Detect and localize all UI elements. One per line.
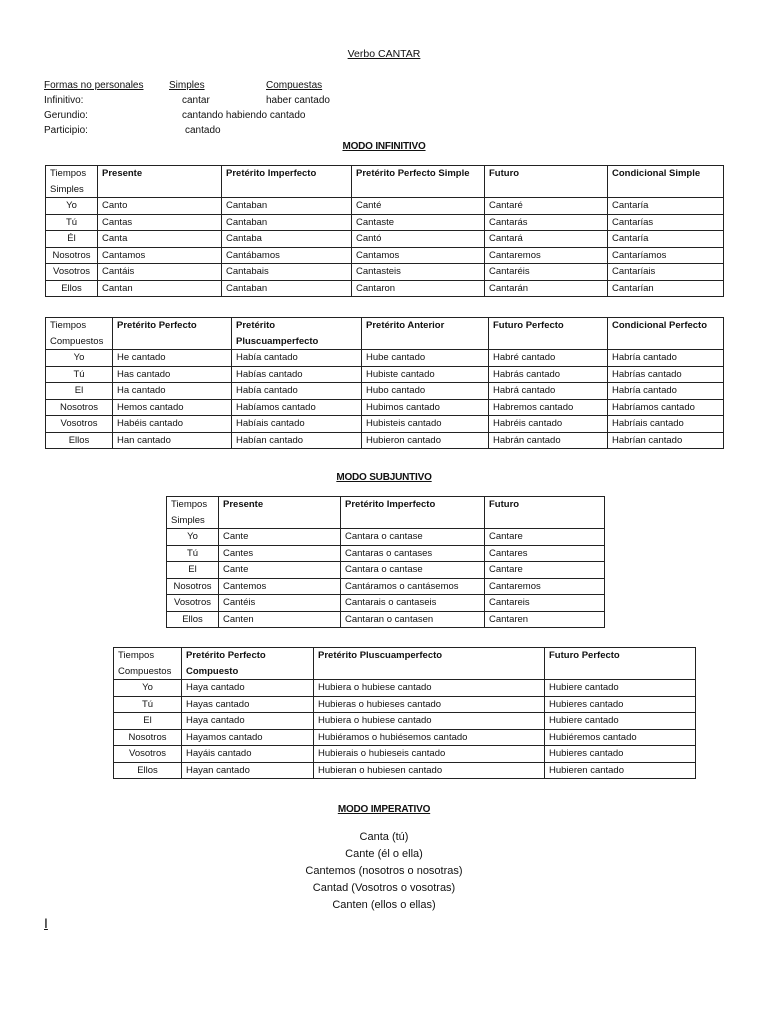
table-cell: Cantare xyxy=(485,562,605,579)
table-row xyxy=(167,529,605,546)
table-cell: Habrán cantado xyxy=(489,432,608,449)
formas-header-compuestas: Compuestas xyxy=(266,80,323,91)
table-cell: Cantó xyxy=(352,231,485,248)
column-header: Tiempos Simples xyxy=(46,166,98,198)
table-cell: Yo xyxy=(46,198,98,215)
table-cell: Cantabais xyxy=(222,264,352,281)
table-cell: Hubieres cantado xyxy=(545,746,696,763)
table-cell: Tú xyxy=(114,696,182,713)
table-cell: Había cantado xyxy=(232,350,362,367)
table-cell: Cantasteis xyxy=(352,264,485,281)
table-cell: Hemos cantado xyxy=(113,399,232,416)
table-cell: Habías cantado xyxy=(232,366,362,383)
table-cell: Cantaremos xyxy=(485,578,605,595)
table-cell: Cantaran o cantasen xyxy=(341,611,485,628)
table-row xyxy=(46,231,724,248)
table-cell: Vosotros xyxy=(114,746,182,763)
table-cell: Hubiéramos o hubiésemos cantado xyxy=(314,729,545,746)
table-cell: Hubiste cantado xyxy=(362,366,489,383)
table-cell: Hubiere cantado xyxy=(545,680,696,697)
formas-infinitivo-simple: cantar xyxy=(182,95,210,106)
table-cell: Nosotros xyxy=(46,399,113,416)
table-cell: Hayáis cantado xyxy=(182,746,314,763)
table-cell: Cantaría xyxy=(608,231,724,248)
column-header: Presente xyxy=(219,497,341,529)
page-title: Verbo CANTAR xyxy=(347,48,421,60)
table-header-row xyxy=(167,497,605,529)
column-header: Pretérito Imperfecto xyxy=(222,166,352,198)
table-cell: Cantamos xyxy=(98,247,222,264)
table-row xyxy=(46,280,724,297)
table-cell: Cantarías xyxy=(608,214,724,231)
table-cell: Cantareis xyxy=(485,595,605,612)
table-subjuntivo-compuestos xyxy=(113,647,696,779)
table-cell: Cantas xyxy=(98,214,222,231)
imperativo-line: Canta (tú) xyxy=(359,831,409,843)
column-header: Condicional Perfecto xyxy=(608,318,724,350)
column-header: Futuro xyxy=(485,166,608,198)
table-cell: Habrá cantado xyxy=(489,383,608,400)
column-header: Pretérito Perfecto xyxy=(113,318,232,350)
table-row xyxy=(46,383,724,400)
table-cell: Hubieren cantado xyxy=(545,762,696,779)
table-cell: Cantan xyxy=(98,280,222,297)
table-cell: Cantara o cantase xyxy=(341,529,485,546)
column-header: Futuro Perfecto xyxy=(545,648,696,680)
text-cursor-mark: I xyxy=(44,915,48,931)
table-cell: Él xyxy=(46,231,98,248)
formas-gerundio-simple: cantando habiendo cantado xyxy=(182,110,306,121)
table-cell: Ha cantado xyxy=(113,383,232,400)
table-cell: Han cantado xyxy=(113,432,232,449)
table-cell: Ellos xyxy=(167,611,219,628)
table-cell: Canté xyxy=(352,198,485,215)
table-row xyxy=(46,264,724,281)
table-row xyxy=(167,595,605,612)
table-cell: Vosotros xyxy=(46,264,98,281)
table-cell: Cantarais o cantaseis xyxy=(341,595,485,612)
table-cell: Cante xyxy=(219,562,341,579)
table-cell: Tú xyxy=(46,214,98,231)
table-row xyxy=(114,762,696,779)
imperativo-line: Cantemos (nosotros o nosotras) xyxy=(305,865,463,877)
table-cell: Cantarían xyxy=(608,280,724,297)
table-cell: Canten xyxy=(219,611,341,628)
table-cell: Yo xyxy=(46,350,113,367)
table-cell: Hubiera o hubiese cantado xyxy=(314,680,545,697)
table-cell: Cantaré xyxy=(485,198,608,215)
table-cell: Habían cantado xyxy=(232,432,362,449)
column-header: Pretérito Perfecto Compuesto xyxy=(182,648,314,680)
table-indicativo-simples xyxy=(45,165,724,297)
table-cell: Hubiéremos cantado xyxy=(545,729,696,746)
table-cell: Cantáramos o cantásemos xyxy=(341,578,485,595)
table-cell: Has cantado xyxy=(113,366,232,383)
formas-participio-simple: cantado xyxy=(185,125,221,136)
table-row xyxy=(167,611,605,628)
table-header-row xyxy=(46,166,724,198)
table-cell: Hubiere cantado xyxy=(545,713,696,730)
table-header-row xyxy=(46,318,724,350)
section-heading-subjuntivo: MODO SUBJUNTIVO xyxy=(336,472,432,483)
table-cell: Haya cantado xyxy=(182,680,314,697)
table-indicativo-compuestos xyxy=(45,317,724,449)
table-cell: Habrás cantado xyxy=(489,366,608,383)
table-cell: Canto xyxy=(98,198,222,215)
table-cell: Habremos cantado xyxy=(489,399,608,416)
imperativo-line: Cantad (Vosotros o vosotras) xyxy=(312,882,456,894)
column-header: Pretérito Perfecto Simple xyxy=(352,166,485,198)
table-cell: Ellos xyxy=(46,432,113,449)
table-cell: El xyxy=(114,713,182,730)
table-row xyxy=(167,578,605,595)
table-cell: Hubieras o hubieses cantado xyxy=(314,696,545,713)
table-row xyxy=(114,729,696,746)
table-cell: Hubieres cantado xyxy=(545,696,696,713)
table-row xyxy=(114,680,696,697)
table-cell: Ellos xyxy=(46,280,98,297)
table-cell: Habrías cantado xyxy=(608,366,724,383)
formas-infinitivo-label: Infinitivo: xyxy=(44,95,84,106)
table-cell: Hubo cantado xyxy=(362,383,489,400)
table-cell: Ellos xyxy=(114,762,182,779)
table-cell: Cantaríamos xyxy=(608,247,724,264)
table-cell: Cantarás xyxy=(485,214,608,231)
formas-gerundio-label: Gerundio: xyxy=(44,110,88,121)
formas-header-label: Formas no personales xyxy=(44,80,144,91)
table-cell: Tú xyxy=(46,366,113,383)
table-cell: Yo xyxy=(114,680,182,697)
table-cell: Hubierais o hubieseis cantado xyxy=(314,746,545,763)
column-header: Pretérito Pluscuamperfecto xyxy=(314,648,545,680)
table-cell: Habíamos cantado xyxy=(232,399,362,416)
table-row xyxy=(46,432,724,449)
table-cell: Habré cantado xyxy=(489,350,608,367)
table-cell: Cantes xyxy=(219,545,341,562)
table-row xyxy=(114,696,696,713)
table-cell: Nosotros xyxy=(46,247,98,264)
column-header: Tiempos Compuestos xyxy=(46,318,113,350)
table-cell: Cantaren xyxy=(485,611,605,628)
formas-participio-label: Participio: xyxy=(44,125,88,136)
column-header: Tiempos Compuestos xyxy=(114,648,182,680)
table-row xyxy=(46,214,724,231)
table-cell: Cantaban xyxy=(222,214,352,231)
table-row xyxy=(46,399,724,416)
table-cell: Cantaba xyxy=(222,231,352,248)
table-row xyxy=(46,366,724,383)
table-cell: Cantaría xyxy=(608,198,724,215)
table-cell: He cantado xyxy=(113,350,232,367)
table-cell: Hayan cantado xyxy=(182,762,314,779)
table-cell: El xyxy=(167,562,219,579)
table-cell: Haya cantado xyxy=(182,713,314,730)
table-cell: Cantara o cantase xyxy=(341,562,485,579)
column-header: Pretérito Pluscuamperfecto xyxy=(232,318,362,350)
table-cell: Cantará xyxy=(485,231,608,248)
section-heading-indicativo: MODO INFINITIVO xyxy=(342,141,426,152)
column-header: Futuro xyxy=(485,497,605,529)
table-cell: Yo xyxy=(167,529,219,546)
table-cell: Hubisteis cantado xyxy=(362,416,489,433)
table-cell: Cantaban xyxy=(222,198,352,215)
table-cell: Cantemos xyxy=(219,578,341,595)
table-row xyxy=(46,247,724,264)
table-cell: Habríamos cantado xyxy=(608,399,724,416)
table-cell: Canta xyxy=(98,231,222,248)
table-cell: Cantáis xyxy=(98,264,222,281)
table-cell: Habríais cantado xyxy=(608,416,724,433)
table-cell: Hayas cantado xyxy=(182,696,314,713)
table-cell: Vosotros xyxy=(46,416,113,433)
table-cell: Nosotros xyxy=(167,578,219,595)
table-row xyxy=(167,545,605,562)
imperativo-line: Canten (ellos o ellas) xyxy=(332,899,436,911)
table-cell: Habéis cantado xyxy=(113,416,232,433)
table-cell: Cantaras o cantases xyxy=(341,545,485,562)
table-cell: Cantare xyxy=(485,529,605,546)
table-cell: Cantaron xyxy=(352,280,485,297)
section-heading-imperativo: MODO IMPERATIVO xyxy=(337,804,431,815)
table-cell: Hubieran o hubiesen cantado xyxy=(314,762,545,779)
table-cell: Nosotros xyxy=(114,729,182,746)
table-cell: El xyxy=(46,383,113,400)
table-row xyxy=(114,746,696,763)
formas-infinitivo-compuesta: haber cantado xyxy=(266,95,330,106)
table-cell: Hube cantado xyxy=(362,350,489,367)
table-cell: Hubieron cantado xyxy=(362,432,489,449)
table-row xyxy=(46,198,724,215)
table-cell: Hubiera o hubiese cantado xyxy=(314,713,545,730)
table-cell: Habíais cantado xyxy=(232,416,362,433)
column-header: Pretérito Imperfecto xyxy=(341,497,485,529)
table-cell: Habría cantado xyxy=(608,383,724,400)
table-row xyxy=(114,713,696,730)
table-cell: Habrían cantado xyxy=(608,432,724,449)
table-cell: Hubimos cantado xyxy=(362,399,489,416)
imperativo-line: Cante (él o ella) xyxy=(345,848,423,860)
column-header: Futuro Perfecto xyxy=(489,318,608,350)
table-cell: Cantamos xyxy=(352,247,485,264)
table-cell: Cantarán xyxy=(485,280,608,297)
table-header-row xyxy=(114,648,696,680)
table-cell: Cantéis xyxy=(219,595,341,612)
table-subjuntivo-simples xyxy=(166,496,605,628)
table-cell: Cantares xyxy=(485,545,605,562)
formas-header-simples: Simples xyxy=(169,80,205,91)
table-cell: Cantaste xyxy=(352,214,485,231)
table-cell: Cantaban xyxy=(222,280,352,297)
table-cell: Hayamos cantado xyxy=(182,729,314,746)
table-cell: Cante xyxy=(219,529,341,546)
table-cell: Cantaremos xyxy=(485,247,608,264)
table-cell: Vosotros xyxy=(167,595,219,612)
table-row xyxy=(167,562,605,579)
table-cell: Cantábamos xyxy=(222,247,352,264)
table-row xyxy=(46,350,724,367)
column-header: Presente xyxy=(98,166,222,198)
table-cell: Habría cantado xyxy=(608,350,724,367)
column-header: Condicional Simple xyxy=(608,166,724,198)
table-cell: Tú xyxy=(167,545,219,562)
table-cell: Cantaríais xyxy=(608,264,724,281)
table-row xyxy=(46,416,724,433)
column-header: Tiempos Simples xyxy=(167,497,219,529)
table-cell: Había cantado xyxy=(232,383,362,400)
column-header: Pretérito Anterior xyxy=(362,318,489,350)
table-cell: Cantaréis xyxy=(485,264,608,281)
table-cell: Habréis cantado xyxy=(489,416,608,433)
